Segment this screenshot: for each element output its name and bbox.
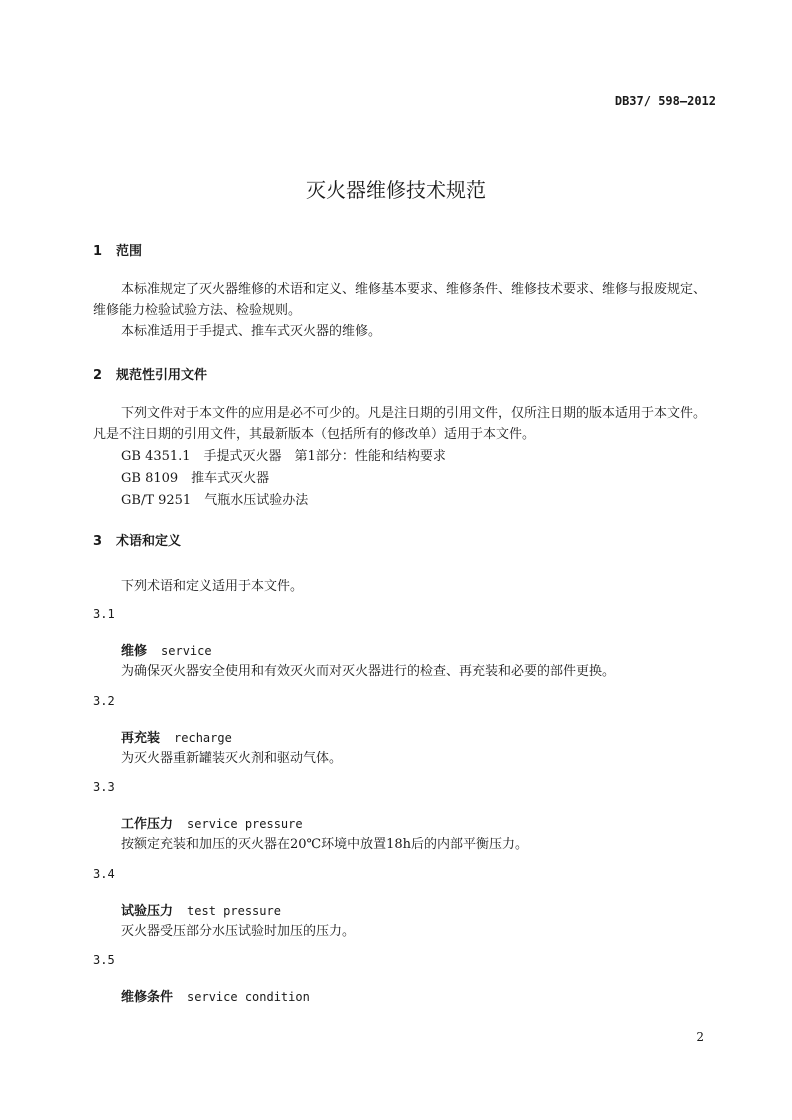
term-number: 3.4 — [93, 867, 115, 881]
term-number: 3.2 — [93, 694, 115, 708]
term-english: service — [161, 644, 212, 658]
section-2-heading — [93, 364, 207, 383]
term-english: test pressure — [187, 904, 281, 918]
term-english: service pressure — [187, 817, 303, 831]
reference-item: GB/T 9251 气瓶水压试验办法 — [121, 493, 309, 508]
paragraph: 本标准适用于手提式、推车式灭火器的维修。 — [121, 324, 382, 339]
paragraph: 本标准规定了灭火器维修的术语和定义、维修基本要求、维修条件、维修技术要求、维修与报废规定、维修能力检验试验方法、检验规则。 — [93, 282, 707, 318]
reference-item: GB 8109 推车式灭火器 — [121, 471, 270, 486]
term-definition: 按额定充装和加压的灭火器在20℃环境中放置18h后的内部平衡压力。 — [121, 837, 528, 852]
term-english: service condition — [187, 990, 310, 1004]
section-1-body — [93, 279, 718, 342]
term-chinese: 维修条件 — [121, 990, 174, 1005]
reference-item: GB 4351.1 手提式灭火器 第1部分：性能和结构要求 — [121, 449, 446, 464]
page-number: 2 — [696, 1030, 704, 1044]
section-number: 3 — [93, 534, 103, 549]
term-chinese: 再充装 — [121, 731, 161, 746]
term-definition: 为确保灭火器安全使用和有效灭火而对灭火器进行的检查、再充装和必要的部件更换。 — [121, 664, 616, 679]
term-chinese: 工作压力 — [121, 817, 174, 832]
term-entry — [121, 986, 310, 1005]
section-2-body — [93, 403, 718, 445]
section-3-intro: 下列术语和定义适用于本文件。 — [121, 579, 304, 594]
term-entry — [121, 727, 232, 746]
term-entry — [121, 813, 303, 832]
document-title: 灭火器维修技术规范 — [306, 178, 486, 202]
term-number: 3.1 — [93, 607, 115, 621]
term-chinese: 维修 — [121, 644, 148, 659]
term-number: 3.5 — [93, 953, 115, 967]
section-title: 规范性引用文件 — [116, 368, 208, 383]
paragraph: 下列文件对于本文件的应用是必不可少的。凡是注日期的引用文件，仅所注日期的版本适用于本文件。凡是不注日期的引用文件，其最新版本（包括所有的修改单）适用于本文件。 — [93, 406, 707, 442]
standard-code: DB37/ 598—2012 — [614, 94, 716, 108]
term-english: recharge — [174, 731, 232, 745]
section-title: 范围 — [116, 244, 143, 259]
section-title: 术语和定义 — [116, 534, 182, 549]
term-definition: 灭火器受压部分水压试验时加压的压力。 — [121, 924, 356, 939]
term-entry — [121, 640, 212, 659]
term-definition: 为灭火器重新罐装灭火剂和驱动气体。 — [121, 751, 343, 766]
term-number: 3.3 — [93, 780, 115, 794]
section-3-heading — [93, 530, 181, 549]
section-1-heading — [93, 240, 142, 259]
section-number: 1 — [93, 244, 103, 259]
term-chinese: 试验压力 — [121, 904, 174, 919]
section-number: 2 — [93, 368, 103, 383]
term-entry — [121, 900, 281, 919]
